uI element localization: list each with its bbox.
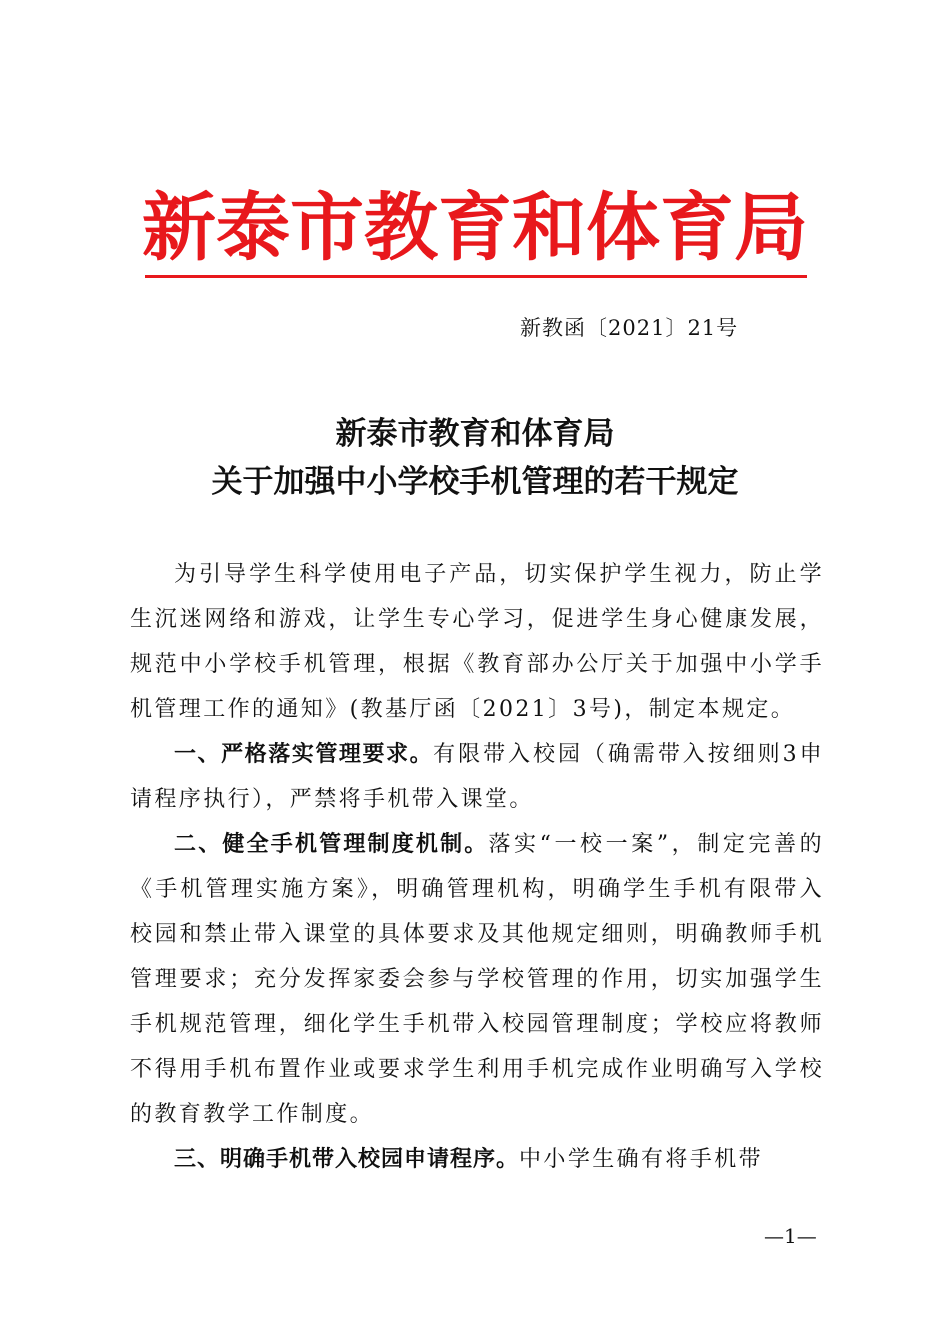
issuing-organization-header: 新泰市教育和体育局 xyxy=(142,185,808,271)
title-line-1: 新泰市教育和体育局 xyxy=(335,416,615,452)
page-number: —1— xyxy=(764,1224,817,1248)
section-text-2: 落实“一校一案”，制定完善的《手机管理实施方案》，明确管理机构，明确学生手机有限带入校园和禁止带入课堂的具体要求及其他规定细则，明确教师手机管理要求；充分发挥家委会参与学校管理的作用，切实加强学生手机规范管理，细化学生手机带入校园管理制度；学校应将教师不得用手机布置作业或要求学生利用手机完成作业明确写入学校的教育教学工作制度。 xyxy=(130,832,824,1127)
header-red-rule xyxy=(145,275,807,278)
section-paragraph-3 xyxy=(130,1137,824,1182)
document-number: 新教函〔2021〕21号 xyxy=(520,316,739,340)
section-paragraph-2 xyxy=(130,822,824,1137)
title-line-2: 关于加强中小学校手机管理的若干规定 xyxy=(211,464,739,500)
section-paragraph-1 xyxy=(130,732,824,822)
intro-paragraph: 为引导学生科学使用电子产品，切实保护学生视力，防止学生沉迷网络和游戏，让学生专心学习，促进学生身心健康发展，规范中小学校手机管理，根据《教育部办公厅关于加强中小学手机管理工作的通知》(教基厅函〔2021〕3号)，制定本规定。 xyxy=(130,562,824,722)
section-heading-1: 一、严格落实管理要求。 xyxy=(174,742,434,767)
section-text-1: 有限带入校园（确需带入按细则3申请程序执行），严禁将手机带入课堂。 xyxy=(130,742,824,812)
document-body xyxy=(130,552,824,1182)
section-text-3: 中小学生确有将手机带 xyxy=(519,1147,764,1172)
section-heading-3: 三、明确手机带入校园申请程序。 xyxy=(174,1147,520,1172)
document-title xyxy=(120,410,830,506)
section-heading-2: 二、健全手机管理制度机制。 xyxy=(174,832,489,857)
